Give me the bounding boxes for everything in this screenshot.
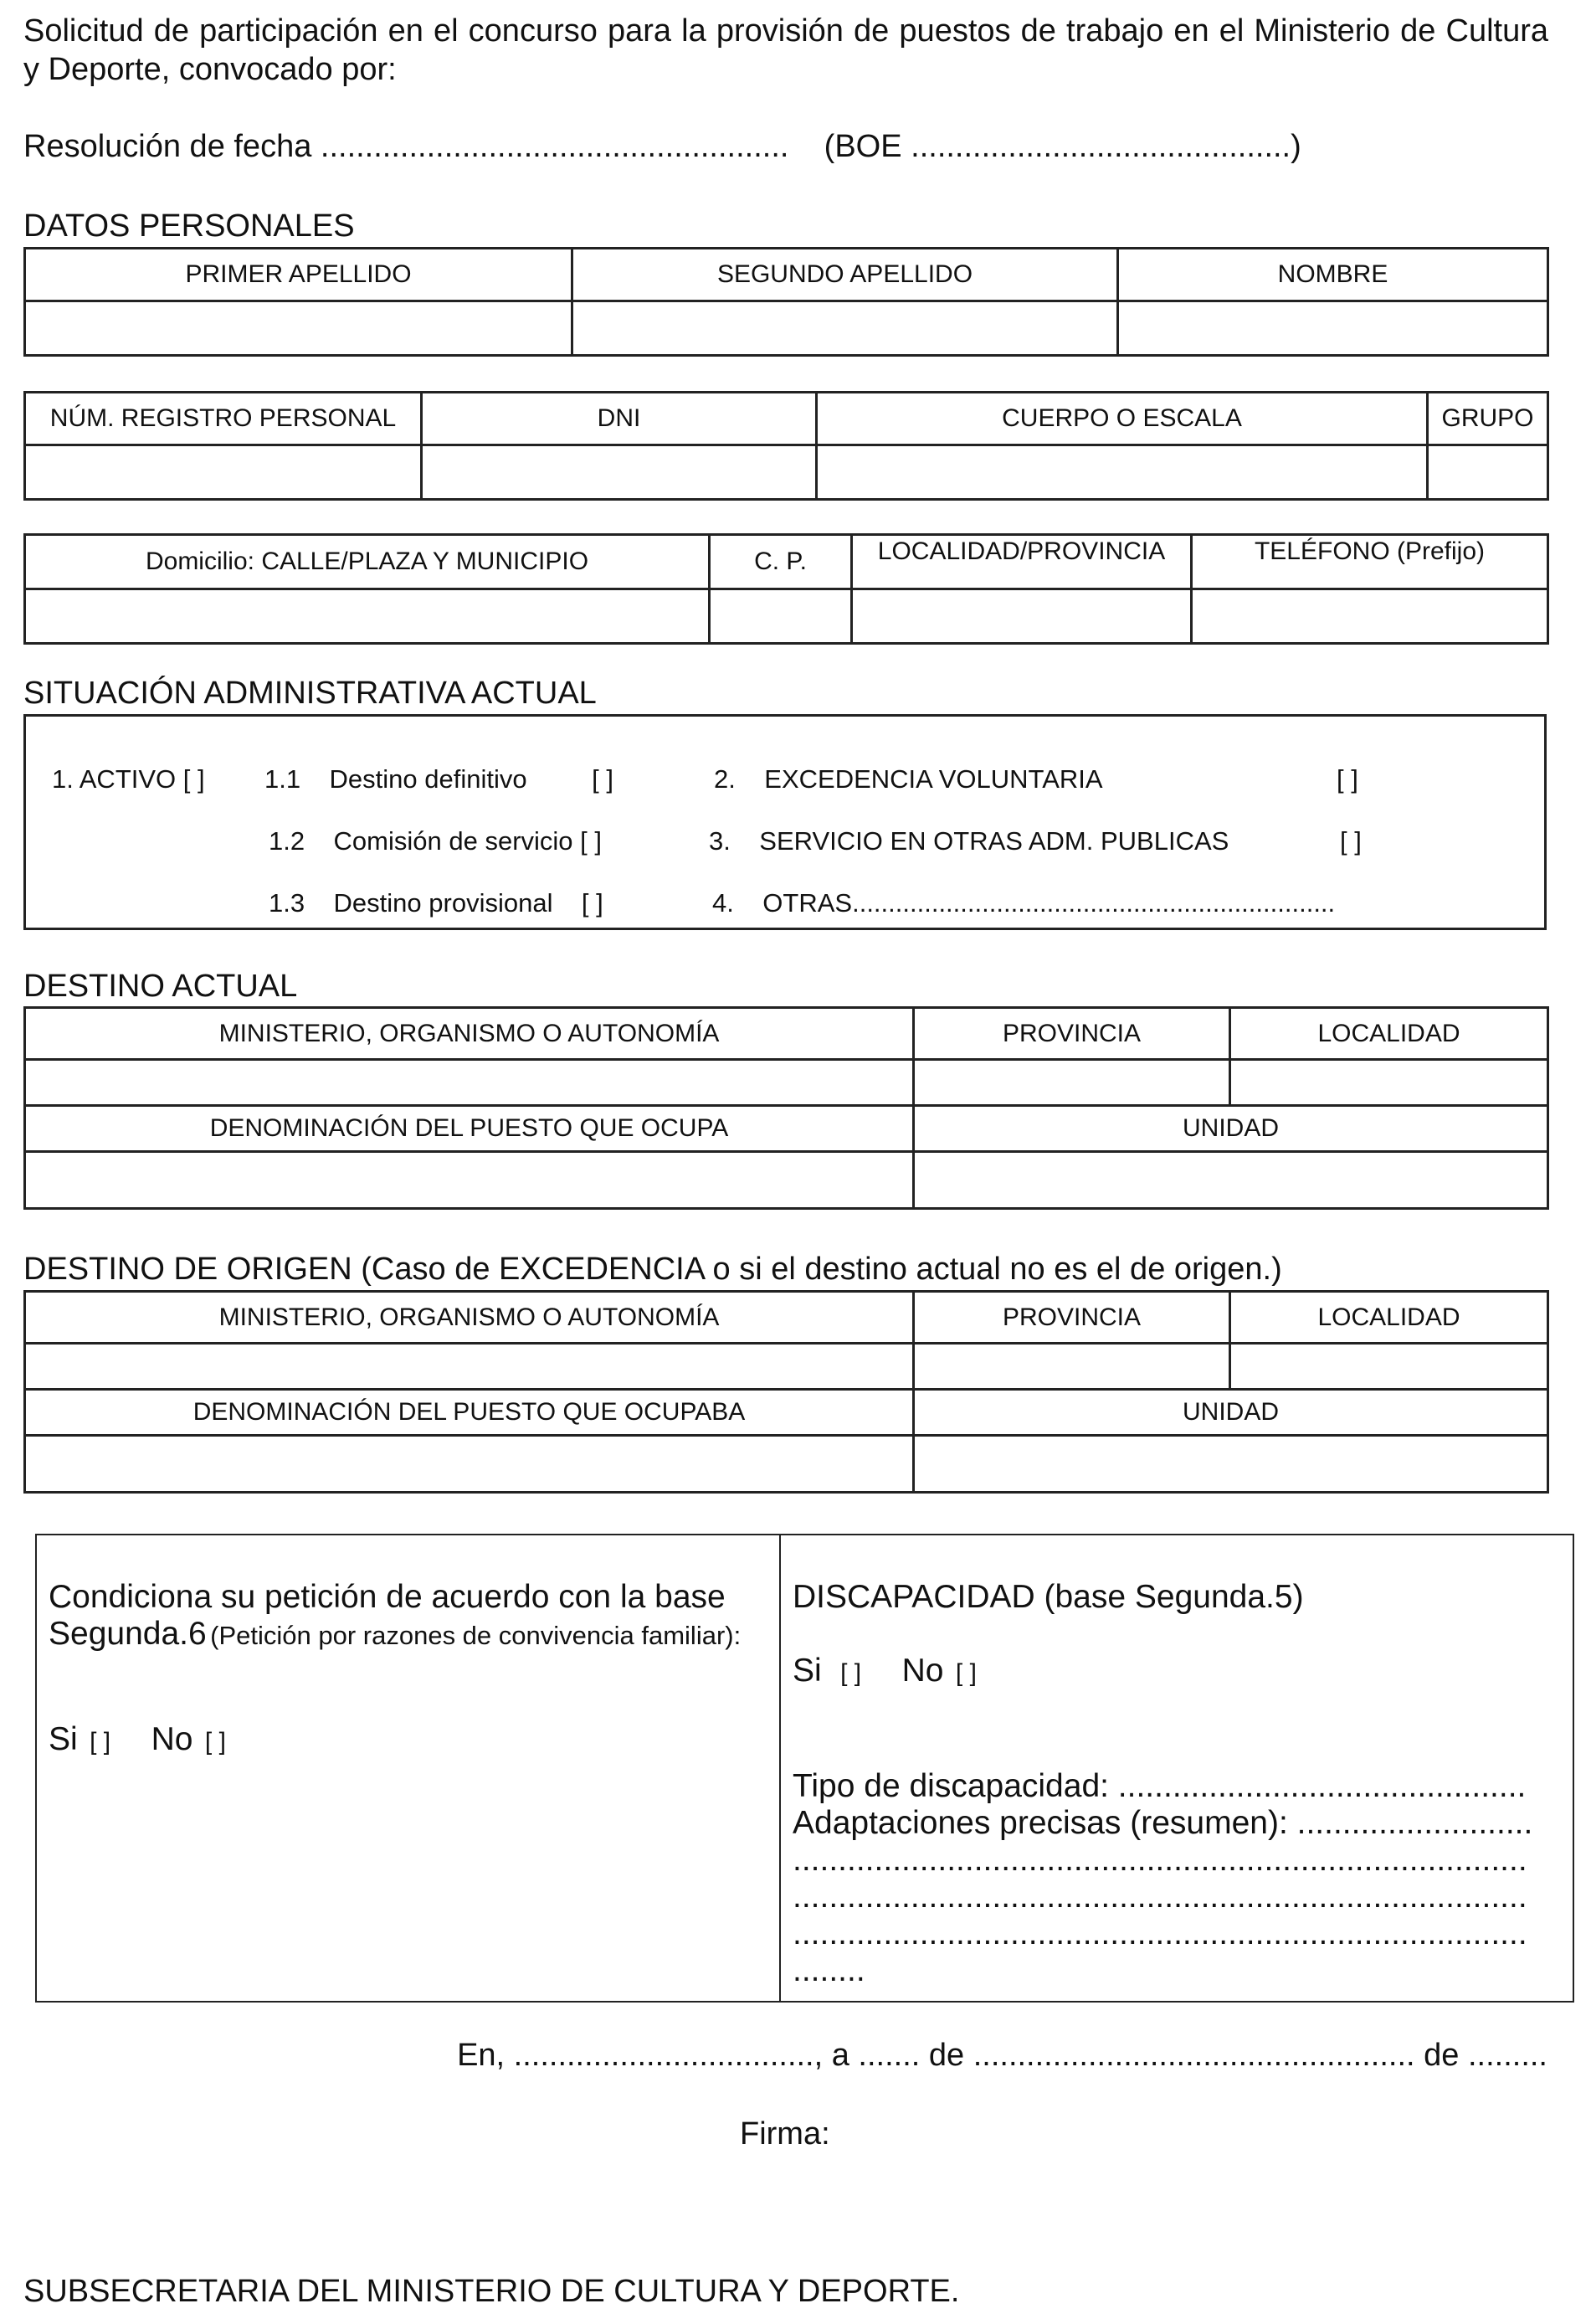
condiciona-panel [37,1535,781,2001]
header-cuerpo-escala: CUERPO O ESCALA [817,393,1428,445]
header-grupo: GRUPO [1428,393,1548,445]
header-unidad-origen: UNIDAD [914,1390,1548,1436]
header-provincia-origen: PROVINCIA [914,1292,1230,1344]
discapacidad-panel [781,1535,1573,2001]
discapacidad-si-checkbox[interactable]: [ ] [840,1659,862,1687]
option-excedencia-voluntaria[interactable]: 2. EXCEDENCIA VOLUNTARIA [714,764,1103,794]
dotted-line-1[interactable]: ................................................................................. [793,1842,1527,1878]
field-ministerio[interactable] [25,1060,914,1106]
field-unidad-origen[interactable] [914,1436,1548,1493]
header-cp: C. P. [710,535,852,589]
header-telefono: TELÉFONO (Prefijo) [1192,535,1548,589]
section-title-datos-personales: DATOS PERSONALES [23,208,355,244]
condiciona-text: Condiciona su petición de acuerdo con la base Segunda.6 [49,1579,726,1652]
destino-actual-table [23,1006,1549,1210]
tipo-discapacidad-line[interactable]: Tipo de discapacidad: ............................................. [793,1768,1527,1804]
discapacidad-no-label: No [901,1653,944,1689]
section-title-destino-origen: DESTINO DE ORIGEN (Caso de EXCEDENCIA o si el destino actual no es el de origen.) [23,1252,1282,1287]
situacion-box [23,714,1547,930]
condiciona-si-checkbox[interactable]: [ ] [90,1728,111,1756]
header-dni: DNI [422,393,817,445]
header-unidad: UNIDAD [914,1106,1548,1152]
adaptaciones-line[interactable]: Adaptaciones precisas (resumen): .......................... [793,1805,1533,1841]
header-ministerio-origen: MINISTERIO, ORGANISMO O AUTONOMÍA [25,1292,914,1344]
option-activo[interactable]: 1. ACTIVO [ ] [52,764,205,794]
header-localidad-provincia: LOCALIDAD/PROVINCIA [852,535,1192,589]
field-ministerio-origen[interactable] [25,1344,914,1390]
option-destino-definitivo[interactable]: 1.1 Destino definitivo [ ] [264,764,613,794]
header-segundo-apellido: SEGUNDO APELLIDO [572,249,1118,301]
section-title-destino-actual: DESTINO ACTUAL [23,969,298,1004]
field-grupo[interactable] [1428,445,1548,500]
dotted-line-3[interactable]: ................................................................................. [793,1915,1527,1951]
field-localidad-origen[interactable] [1230,1344,1548,1390]
datos-personales-table-2 [23,391,1549,501]
header-ministerio: MINISTERIO, ORGANISMO O AUTONOMÍA [25,1008,914,1060]
resolucion-line[interactable]: Resolución de fecha ..................................................... (BOE ...........................................) [23,129,1301,164]
option-otras[interactable]: 4. OTRAS................................................................... [712,888,1336,918]
field-provincia[interactable] [914,1060,1230,1106]
datos-personales-table-3 [23,533,1549,645]
field-telefono[interactable] [1192,589,1548,644]
field-segundo-apellido[interactable] [572,301,1118,356]
field-cp[interactable] [710,589,852,644]
header-provincia: PROVINCIA [914,1008,1230,1060]
header-denominacion-puesto-origen: DENOMINACIÓN DEL PUESTO QUE OCUPABA [25,1390,914,1436]
condiciona-note: (Petición por razones de convivencia familiar): [210,1621,742,1650]
field-primer-apellido[interactable] [25,301,572,356]
condiciona-discapacidad-box [35,1534,1574,2003]
field-domicilio[interactable] [25,589,710,644]
destino-origen-table [23,1290,1549,1494]
header-nombre: NOMBRE [1118,249,1548,301]
header-num-registro: NÚM. REGISTRO PERSONAL [25,393,422,445]
dotted-line-2[interactable]: ................................................................................. [793,1879,1527,1915]
section-title-situacion: SITUACIÓN ADMINISTRATIVA ACTUAL [23,676,597,711]
field-cuerpo-escala[interactable] [817,445,1428,500]
field-unidad[interactable] [914,1152,1548,1209]
field-dni[interactable] [422,445,817,500]
checkbox-servicio-otras-adm[interactable]: [ ] [1340,826,1362,856]
lugar-fecha-line[interactable]: En, .................................., a ....... de .................................................. de ......... [457,2038,1547,2073]
discapacidad-title: DISCAPACIDAD (base Segunda.5) [793,1579,1304,1615]
header-denominacion-puesto: DENOMINACIÓN DEL PUESTO QUE OCUPA [25,1106,914,1152]
firma-label: Firma: [740,2116,830,2152]
field-localidad[interactable] [1230,1060,1548,1106]
destinatario: SUBSECRETARIA DEL MINISTERIO DE CULTURA Y DEPORTE. [23,2274,960,2309]
checkbox-excedencia[interactable]: [ ] [1337,764,1358,794]
condiciona-si-label: Si [49,1721,78,1757]
field-denominacion-puesto[interactable] [25,1152,914,1209]
discapacidad-si-label: Si [793,1653,822,1689]
header-localidad: LOCALIDAD [1230,1008,1548,1060]
header-primer-apellido: PRIMER APELLIDO [25,249,572,301]
option-destino-provisional[interactable]: 1.3 Destino provisional [ ] [269,888,603,918]
field-provincia-origen[interactable] [914,1344,1230,1390]
header-domicilio: Domicilio: CALLE/PLAZA Y MUNICIPIO [25,535,710,589]
header-localidad-origen: LOCALIDAD [1230,1292,1548,1344]
field-localidad-provincia[interactable] [852,589,1192,644]
option-servicio-otras-adm[interactable]: 3. SERVICIO EN OTRAS ADM. PUBLICAS [709,826,1229,856]
intro-text: Solicitud de participación en el concurso para la provisión de puestos de trabajo en el Ministerio de Cultura y Deporte, convocado por: [23,13,1548,87]
dotted-line-4[interactable]: ........ [793,1952,865,1988]
discapacidad-no-checkbox[interactable]: [ ] [955,1659,977,1687]
field-denominacion-puesto-origen[interactable] [25,1436,914,1493]
condiciona-no-checkbox[interactable]: [ ] [204,1728,226,1756]
field-nombre[interactable] [1118,301,1548,356]
condiciona-no-label: No [151,1721,193,1757]
option-comision-servicio[interactable]: 1.2 Comisión de servicio [ ] [269,826,602,856]
datos-personales-table-1 [23,247,1549,357]
field-num-registro[interactable] [25,445,422,500]
